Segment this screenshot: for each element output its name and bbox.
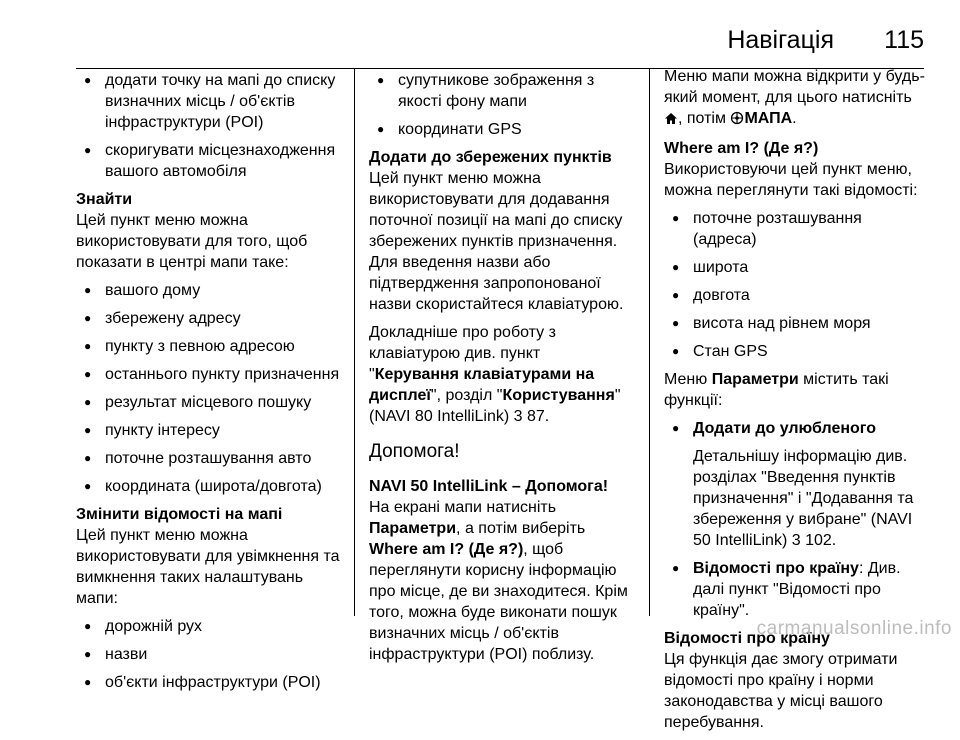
home-icon [664,110,678,131]
add-heading: Додати до збережених пунктів [369,149,612,166]
page-reference: 3 87. [513,408,550,425]
country-heading: Відомості про країну [664,630,830,647]
text-run: . [792,110,797,127]
list-item: ● довгота [664,285,926,306]
text-run: Меню мапи можна відкрити у будь-який момент, для цього натисніть [664,68,925,106]
map-label: МАПА [744,110,793,127]
text-run: містить такі функції: [664,371,889,409]
list-item: ● назви [76,644,340,665]
list-item: ● висота над рівнем моря [664,313,926,334]
list-item: ● останнього пункту призначення [76,364,340,385]
change-text: Цей пункт меню можна використовувати для увімкнення та вимкнення таких налаштувань мапи: [76,527,340,607]
list-item: ● широта [664,257,926,278]
text-run: : Див. далі пункт "Відомості про країну". [693,560,901,619]
text-run: Меню [664,371,712,388]
text-run: , щоб переглянути корисну інформацію про місце, де ви знаходитеся. Крім того, можна буде виконати пошук визначних місць / об'єктів інфраструктури (POI) поблизу. [369,541,628,663]
list-item: ● Додати до улюбленого [664,418,926,439]
add-text: Цей пункт меню можна використовувати для додавання поточної позиції на мапі до списку збережених пунктів призначення. Для введення назви або підтвердження запропонованої назви скористайтеся клавіатурою. [369,170,624,313]
column-2 [369,66,634,672]
text-run: , потім [678,110,731,127]
map-icon [730,110,744,131]
list-item: ● вашого дому [76,280,340,301]
menu-text [664,369,926,411]
text-run: , а потім виберіть [456,520,586,537]
list-item: ● скоригувати місцезнаходження вашого автомобіля [76,140,340,182]
text-run: ", розділ " [430,387,503,404]
parameters-label: Параметри [369,520,457,537]
column-divider [354,68,355,616]
text-run: На екрані мапи натисніть [369,499,557,516]
list-item: ● координати GPS [369,119,634,140]
page-header [76,26,924,66]
list-item: ● додати точку на мапі до списку визначних місць / об'єктів інфраструктури (POI) [76,70,340,133]
list-item [664,558,926,621]
keyboard-reference [369,322,634,427]
where-text: Використовуючи цей пункт меню, можна переглянути такі відомості: [664,161,918,199]
navi-heading: NAVI 50 IntelliLink – Допомога! [369,478,609,495]
page-number: 115 [884,26,924,54]
text-run: Детальнішу інформацію див. розділах "Введення пунктів призначення" і "Додавання та збереження у вибране" (NAVI 50 IntelliLink) [693,448,914,549]
list-item: ● пункту інтересу [76,420,340,441]
favourites-text [664,446,926,551]
column-1 [76,66,340,700]
text-run: " (NAVI 80 IntelliLink) [369,387,621,425]
list-item: ● координата (широта/довгота) [76,476,340,497]
parameters-label: Параметри [711,371,799,388]
column-divider [649,68,650,616]
help-section-title: Допомога! [369,441,460,462]
where-heading: Where am I? (Де я?) [664,140,819,157]
find-text: Цей пункт меню можна використовувати для того, щоб показати в центрі мапи таке: [76,212,308,271]
list-item: ● результат місцевого пошуку [76,392,340,413]
list-item: ● поточне розташування (адреса) [664,208,926,250]
list-item: ● супутникове зображення з якості фону мапи [369,70,634,112]
page-reference: 3 102. [791,532,837,549]
list-item: ● Стан GPS [664,341,926,362]
keyboard-link: Керування клавіатурами на дисплеї [369,366,595,404]
watermark: carmanualsonline.info [756,618,952,639]
change-heading: Змінити відомості на мапі [76,506,283,523]
list-item: ● об'єкти інфраструктури (POI) [76,672,340,693]
map-menu-intro [664,66,926,131]
list-item: ● збережену адресу [76,308,340,329]
usage-link: Користування [502,387,615,404]
navi-text [369,497,634,665]
text-run: Докладніше про роботу з клавіатурою див. пункт " [369,324,556,383]
where-am-i-label: Where am I? (Де я?) [369,541,524,558]
country-text: Ця функція дає змогу отримати відомості про країну і норми законодавства у місці вашого перебування. [664,651,898,731]
list-item: ● поточне розташування авто [76,448,340,469]
find-heading: Знайти [76,191,133,208]
list-item: ● пункту з певною адресою [76,336,340,357]
country-info-label: Відомості про країну [693,560,859,577]
section-title: Навігація [727,26,834,54]
list-item: ● дорожній рух [76,616,340,637]
